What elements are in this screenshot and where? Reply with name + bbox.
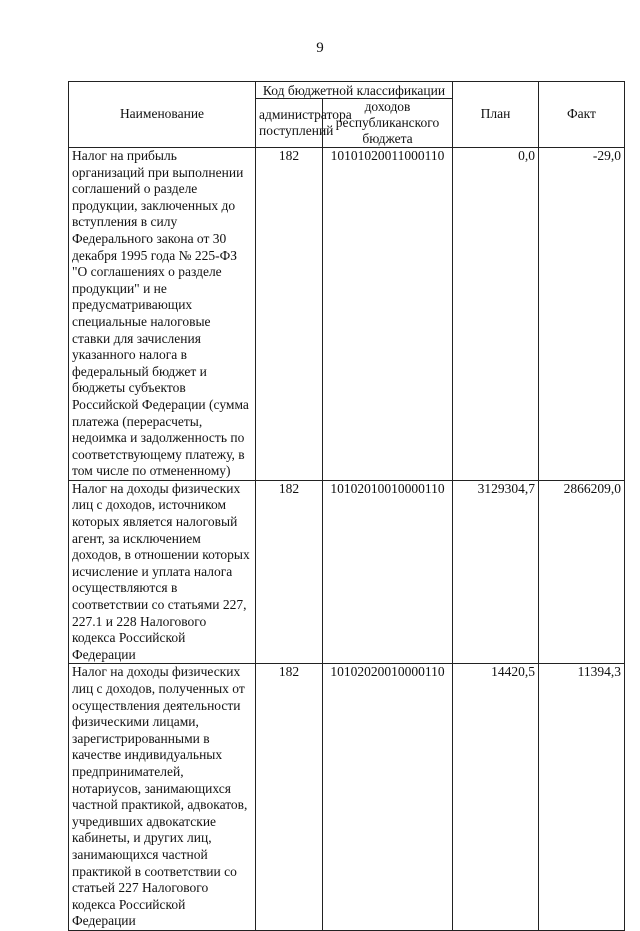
header-name: Наименование [69,82,256,148]
row-income-code: 10102020010000110 [323,664,453,931]
row-income-code: 10101020011000110 [323,148,453,481]
table-row [69,480,625,664]
row-fact: 11394,3 [539,664,625,931]
header-fact: Факт [539,82,625,148]
row-name: Налог на доходы физических лиц с доходов, полученных от осуществления деятельности физическими лицами, зарегистрированными в качестве индивидуальных предпринимателей, нотариусов, занимающихся частной практикой, адвокатов, учредивших адвокатские кабинеты, и других лиц, занимающихся частной практикой в соответствии со статьей 227 Налогового кодекса Российской Федерации [69,664,256,931]
header-administrator: администратора поступлений [256,99,323,148]
row-plan: 3129304,7 [453,480,539,664]
header-plan: План [453,82,539,148]
row-income-code: 10102010010000110 [323,480,453,664]
row-plan: 0,0 [453,148,539,481]
row-administrator: 182 [256,480,323,664]
row-name: Налог на прибыль организаций при выполнении соглашений о разделе продукции, заключенных до вступления в силу Федерального закона от 30 декабря 1995 года № 225-ФЗ "О соглашениях о разделе продукции" и не предусматривающих специальные налоговые ставки для зачисления указанного налога в федеральный бюджет и бюджеты субъектов Российской Федерации (сумма платежа (перерасчеты, недоимка и задолженность по соответствующему платежу, в том числе по отмененному) [69,148,256,481]
row-administrator: 182 [256,664,323,931]
table-row [69,148,625,481]
header-code-group: Код бюджетной классификации [256,82,453,99]
row-plan: 14420,5 [453,664,539,931]
row-administrator: 182 [256,148,323,481]
table-row [69,664,625,931]
budget-revenue-table [68,81,625,931]
row-fact: -29,0 [539,148,625,481]
page-number: 9 [316,40,324,56]
row-name: Налог на доходы физических лиц с доходов, источником которых является налоговый агент, за исключением доходов, в отношении которых исчисление и уплата налога осуществляются в соответствии со статьями 227, 227.1 и 228 Налогового кодекса Российской Федерации [69,480,256,664]
header-income-code: доходов республиканского бюджета [323,99,453,148]
row-fact: 2866209,0 [539,480,625,664]
